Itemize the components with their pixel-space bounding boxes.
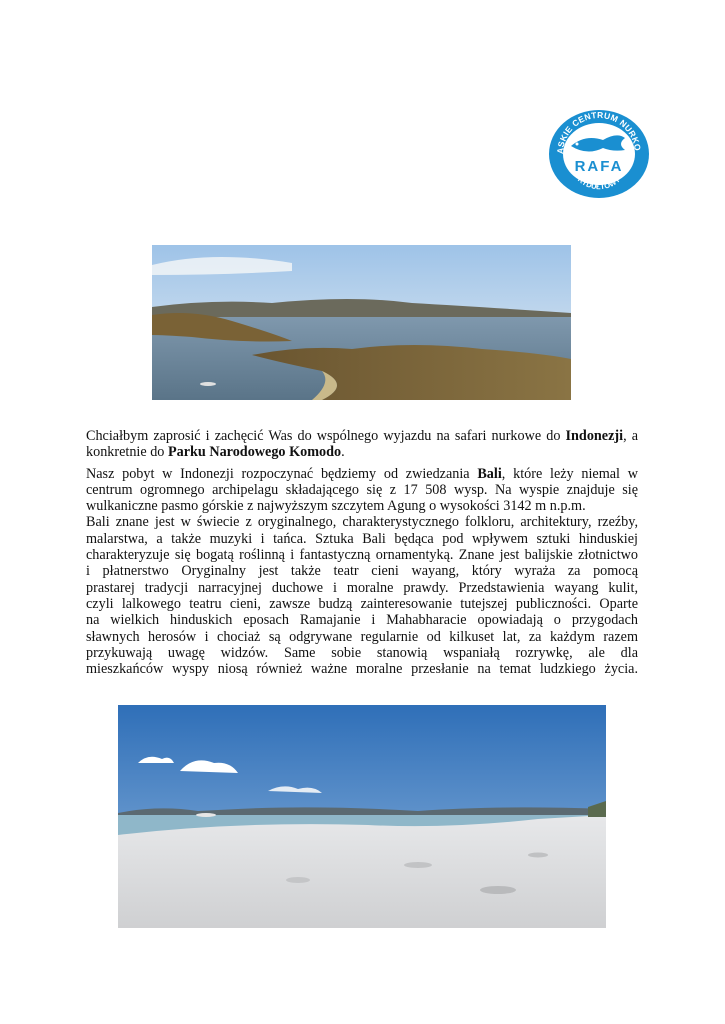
text-line: charakteryzuje się bogatą roślinną i fantastyczną ornamentyką. Znane jest balijskie złotnictwo [86,547,638,564]
bali-bold: Bali [477,465,502,482]
rafa-logo [541,104,657,198]
text-line: malarstwa, a także muzyki i tańca. Sztuka Bali będąca pod wpływem sztuki hinduskiej [86,530,638,547]
svg-text:RYDUŁTOWY: RYDUŁTOWY [576,174,622,192]
text-line: mieszkańców wyspy niosą również ważne moralne przesłanie na temat ludzkiego życia. [86,661,638,678]
text-line: czyli lalkowego teatru cieni, zawsze budzą zainteresowanie tutejszej publiczności. Oparte [86,595,638,612]
intro-text: . [341,444,345,461]
text-line: i płatnerstwo Oryginalny jest także teatr cieni wayang, który wyraża za pomocą [86,563,638,580]
svg-text:RAFA: RAFA [574,158,624,175]
intro-paragraph [86,428,638,461]
komodo-park-bold: Parku Narodowego Komodo [167,444,342,461]
article-text [86,428,638,677]
bali-paragraph [86,466,638,678]
intro-text: Chciałbym zaprosić i zachęcić Was do wspólnego wyjazdu na safari nurkowe do [86,428,566,444]
svg-text:ŚLĄSKIE CENTRUM NURKOWE: ĄSKIE CENTRUM NURKO [554,109,643,155]
beach-photo [118,705,606,928]
text-line: przykuwają uwagę widzów. Same sobie stanowią wspaniałą rozrywkę, ale dla [86,644,638,661]
intro-text: , a [623,428,638,444]
bali-text: Nasz pobyt w Indonezji rozpoczynać będziemy od zwiedzania [86,465,478,482]
text-line: Bali znane jest w świecie z oryginalnego, charakterystycznego folkloru, architektury, rzeźby, [86,514,638,531]
text-line: centrum ogromnego archipelagu składającego się z 17 508 wysp. Na wyspie znajduje się [86,481,638,498]
indonesia-bold: Indonezji [565,428,624,444]
text-line: prastarej tradycji narracyjnej duchowe i moralne prawdy. Przedstawienia wayang kulit, [86,579,638,596]
text-line: wulkaniczne pasmo górskie z najwyższym szczytem Agung o wysokości 3142 m n.p.m. [86,498,586,515]
text-line: na wielkich hinduskich eposach Ramajanie i Mahabharacie opowiadają o przygodach [86,612,638,629]
text-line: sławnych herosów i chociaż są odgrywane regularnie od kilkuset lat, za każdym razem [86,628,638,645]
bali-text: , które leży niemal w [501,465,638,482]
intro-text: konkretnie do [86,444,168,461]
komodo-bay-photo [152,245,571,400]
